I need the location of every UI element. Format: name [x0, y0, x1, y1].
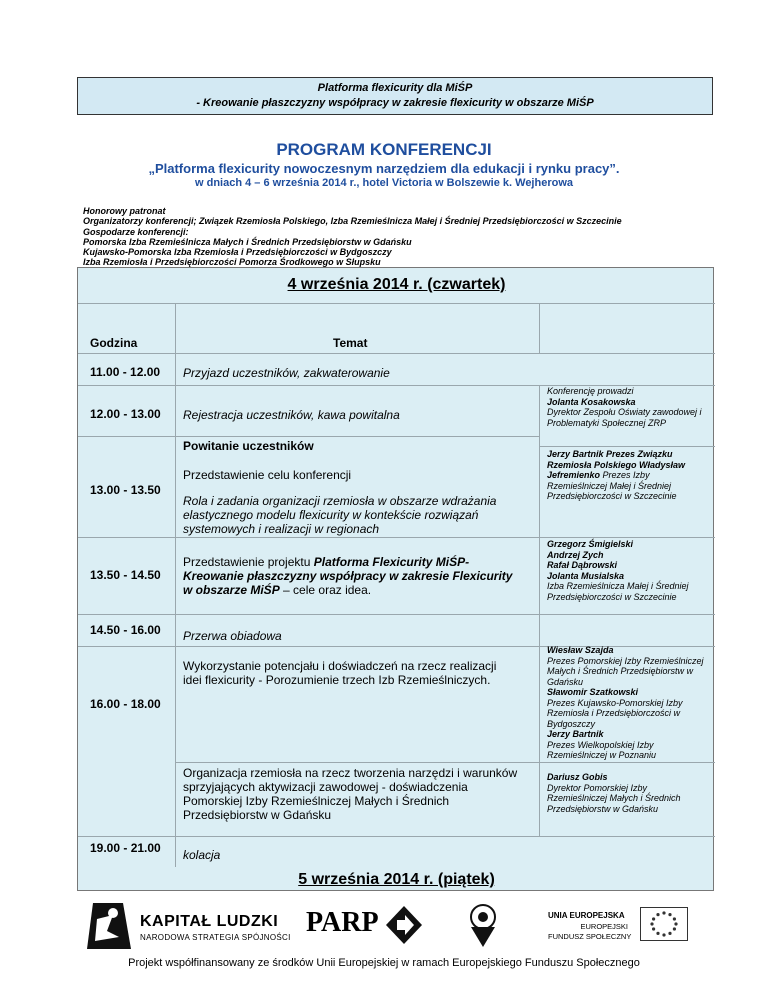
speaker-name: Sławomir Szatkowski: [547, 687, 639, 697]
logo-strip: [0, 897, 768, 957]
time-cell: 12.00 - 13.00: [90, 407, 161, 421]
topic-cell: Przyjazd uczestników, zakwaterowanie: [183, 366, 390, 380]
speaker-name: Władysław Jefremienko: [547, 459, 686, 480]
speaker-role: Prezes Kujawsko-Pomorskiej Izby Rzemiosła i Przedsiębiorczości w Bydgoszczy: [547, 697, 683, 729]
topic-cell: kolacja: [183, 848, 221, 862]
speaker-cell: [547, 645, 709, 761]
parp-arrow-icon: [385, 905, 423, 945]
speaker-name: Jerzy Bartnik Prezes Związku Rzemiosła Polskiego: [547, 449, 673, 470]
speaker-cell: [547, 539, 709, 602]
topic-cell: Przerwa obiadowa: [183, 629, 282, 643]
day-heading-2: 5 września 2014 r. (piątek): [298, 871, 495, 888]
topic-cell: Powitanie uczestników: [183, 439, 314, 453]
banner-line-1: Platforma flexicurity dla MiŚP: [317, 82, 473, 94]
speaker-name: Rafał Dąbrowski: [547, 560, 618, 570]
project-banner: [77, 77, 713, 115]
kapital-ludzki-title: KAPITAŁ LUDZKI: [140, 913, 279, 930]
speaker-name: Jolanta Kosakowska: [547, 396, 636, 407]
header-topic: Temat: [333, 336, 368, 350]
speaker-name: Jerzy Bartnik: [547, 729, 604, 739]
speaker-name: Grzegorz Śmigielski: [547, 539, 634, 549]
program-title: PROGRAM KONFERENCJI: [276, 140, 492, 159]
eu-flag-icon: [640, 907, 688, 941]
speaker-name: Dariusz Gobis: [547, 772, 608, 782]
organizers-line: Kujawsko-Pomorska Izba Rzemiosła i Przedsiębiorczości w Bydgoszczy: [83, 247, 392, 258]
project-name: Platforma Flexicurity MiŚP-Kreowanie płaszczyzny współpracy w zakresie Flexicurity w obszarze MiŚP: [183, 555, 513, 597]
topic-cell: Rejestracja uczestników, kawa powitalna: [183, 408, 400, 422]
topic-cell: Rola i zadania organizacji rzemiosła w obszarze wdrażania elastycznego modelu flexicurity w kontekście rozwiązań systemowych i realizacji w regionach: [183, 494, 497, 536]
time-cell: 11.00 - 12.00: [90, 365, 161, 379]
organizers-line: Pomorska Izba Rzemieślnicza Małych i Średnich Przedsiębiorstw w Gdańsku: [83, 236, 412, 247]
speaker-cell: [547, 772, 709, 814]
topic-cell: Organizacja rzemiosła na rzecz tworzenia narzędzi i warunków sprzyjających aktywizacji zawodowej - doświadczenia Pomorskiej Izby Rzemieślniczej Małych i Średnich Przedsiębiorstw w Gdańsku: [183, 766, 518, 822]
speaker-cell: [547, 386, 709, 428]
speaker-role: Dyrektor Pomorskiej Izby Rzemieślniczej Małych i Średnich Przedsiębiorstw w Gdańsku: [547, 782, 681, 814]
speaker-role: Prezes Pomorskiej Izby Rzemieślniczej Małych i Średnich Przedsiębiorstw w Gdańsku: [547, 655, 704, 687]
parp-logo-text: PARP: [306, 907, 379, 938]
speaker-role: Prezes Wielkopolskiej Izby Rzemieślniczej w Poznaniu: [547, 739, 657, 760]
eu-fund-line1: EUROPEJSKI: [580, 922, 628, 931]
speaker-name: Wiesław Szajda: [547, 645, 614, 655]
time-cell: 14.50 - 16.00: [90, 623, 161, 637]
speaker-role: Prezes Izby Rzemieślniczej Małej i Średniej Przedsiębiorczości w Szczecinie: [547, 470, 677, 501]
speaker-cell: [547, 449, 709, 502]
banner-line-2: - Kreowanie płaszczyzny współpracy w zakresie flexicurity w obszarze MiŚP: [196, 97, 594, 109]
topic-cell: Przedstawienie celu konferencji: [183, 468, 352, 482]
time-cell: 16.00 - 18.00: [90, 697, 161, 711]
kapital-ludzki-subtitle: NARODOWA STRATEGIA SPÓJNOŚCI: [140, 933, 291, 942]
speaker-name: Jolanta Musialska: [547, 570, 625, 581]
organizers-line: Izba Rzemiosła i Przedsiębiorczości Pomorza Środkowego w Słupsku: [83, 257, 381, 268]
time-cell: 19.00 - 21.00: [90, 841, 161, 855]
topic-text: – cele oraz idea.: [279, 583, 372, 597]
speaker-role: Dyrektor Zespołu Oświaty zawodowej i Problematyki Społecznej ZRP: [547, 407, 702, 428]
organizers-line: Organizatorzy konferencji; Związek Rzemiosła Polskiego, Izba Rzemieślnicza Małej i Średniej Przedsiębiorczości w Szczecinie: [83, 216, 622, 227]
program-date: w dniach 4 – 6 września 2014 r., hotel Victoria w Bolszewie k. Wejherowa: [194, 177, 574, 189]
topic-text: Przedstawienie projektu: [183, 555, 314, 569]
speaker-name: Andrzej Zych: [547, 549, 604, 560]
organizers-line: Honorowy patronat: [83, 206, 166, 216]
time-cell: 13.00 - 13.50: [90, 483, 161, 497]
rzemioslo-crest-icon: [466, 903, 500, 949]
day-heading-1: 4 września 2014 r. (czwartek): [287, 276, 506, 293]
footer-note: Projekt współfinansowany ze środków Unii Europejskiej w ramach Europejskiego Funduszu Społecznego: [128, 957, 640, 969]
speaker-note: Konferencję prowadzi: [547, 386, 634, 396]
topic-cell: [183, 555, 518, 597]
time-cell: 13.50 - 14.50: [90, 568, 161, 582]
schedule-table: [77, 267, 714, 891]
header-time: Godzina: [90, 336, 138, 350]
eu-fund-line2: FUNDUSZ SPOŁECZNY: [548, 932, 632, 941]
organizers-block: [83, 206, 723, 268]
speaker-role: Izba Rzemieślnicza Małej i Średniej Przedsiębiorczości w Szczecinie: [547, 581, 689, 602]
eu-title: UNIA EUROPEJSKA: [548, 911, 625, 920]
organizers-line: Gospodarze konferencji:: [83, 226, 189, 237]
kapital-ludzki-logo-icon: [83, 901, 133, 951]
topic-cell: Wykorzystanie potencjału i doświadczeń na rzecz realizacji idei flexicurity - Porozumienie trzech Izb Rzemieślniczych.: [183, 659, 497, 687]
program-subtitle: „Platforma flexicurity nowoczesnym narzędziem dla edukacji i rynku pracy”.: [148, 161, 620, 176]
